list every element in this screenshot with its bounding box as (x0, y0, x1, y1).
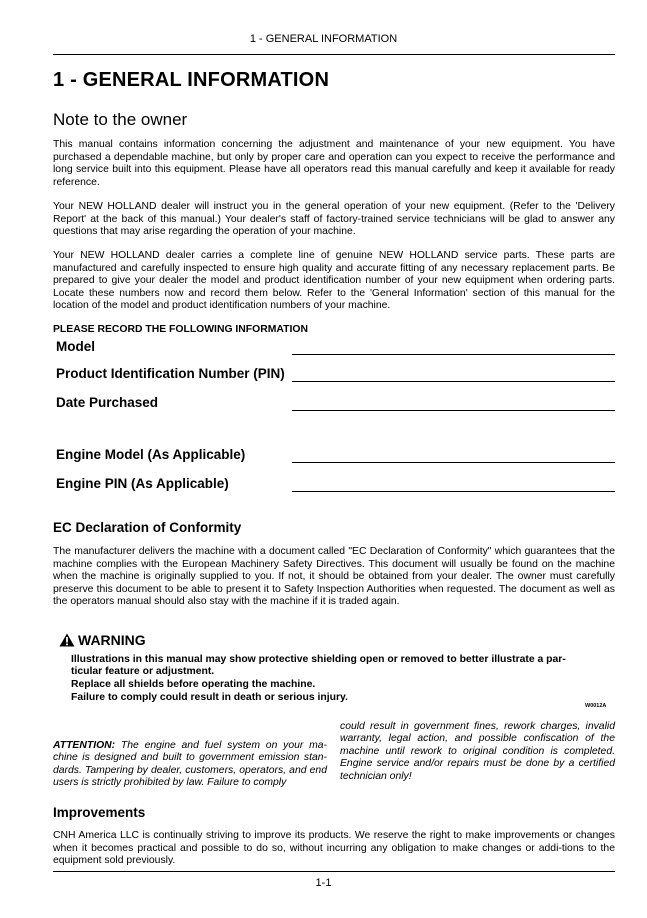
attention-text-left: The engine and fuel system on your ma-chine is designed and built to government emission stan-dards. Tampering by dealer, customers, operators, and end users is strictly prohibited by law. Failure to comply (53, 740, 327, 789)
warning-code: W0012A (585, 703, 607, 709)
attention-left-column (53, 740, 327, 790)
header-rule (53, 54, 615, 55)
warning-heading (59, 632, 146, 648)
note-paragraph-1: This manual contains information concerning the adjustment and maintenance of your new equipment. You have purchased a dependable machine, but only by proper care and operation can you expect to receive the performance and long service built into this equipment. Please have all operators read this manual carefully and keep it available for ready reference. (53, 139, 615, 188)
record-field-engine-pin: Engine PIN (As Applicable) (56, 476, 229, 491)
record-line-date (292, 410, 615, 411)
warning-line-4: Failure to comply could result in death or serious injury. (71, 692, 348, 703)
record-heading: PLEASE RECORD THE FOLLOWING INFORMATION (53, 324, 308, 335)
attention-label: ATTENTION: (53, 740, 116, 751)
record-field-model: Model (56, 339, 95, 354)
warning-line-1: Illustrations in this manual may show protective shielding open or removed to better illustrate a par- (71, 654, 566, 665)
warning-line-2: ticular feature or adjustment. (71, 666, 215, 677)
note-paragraph-3: Your NEW HOLLAND dealer carries a complete line of genuine NEW HOLLAND service parts. These parts are manufactured and carefully inspected to ensure high quality and accurate fitting of any necessary replacement parts. Be prepared to give your dealer the model and product identification number of your new equipment when ordering parts. Locate these numbers now and record them below. Refer to the 'General Information' section of this manual for the location of the model and product identification numbers of your machine. (53, 250, 615, 312)
footer-rule (53, 871, 615, 872)
attention-right-column: could result in government fines, rework charges, invalid warranty, legal action, and possible confiscation of the machine until rework to original condition is completed. Engine service and/or repairs must be done by a certified technician only! (340, 721, 615, 782)
note-paragraph-2: Your NEW HOLLAND dealer will instruct you in the general operation of your new equipment. (Refer to the 'Delivery Report' at the back of this manual.) Your dealer's staff of factory-trained service technicians will be glad to answer any questions that may arise regarding the operation of your machine. (53, 201, 615, 238)
record-field-engine-model: Engine Model (As Applicable) (56, 447, 246, 462)
record-field-date: Date Purchased (56, 395, 159, 410)
ec-text: The manufacturer delivers the machine with a document called "EC Declaration of Conformity" which guarantees that the machine complies with the European Machinery Safety Directives. This document will usually be found on the machine when the machine is originally supplied to you. If not, it should be obtained from your dealer. The owner must carefully preserve this document to be able to present it to Safety Inspection Authorities when requested. The document as well as the operators manual should also stay with the machine if it is traded again. (53, 546, 615, 608)
page-number: 1-1 (315, 877, 332, 889)
record-field-pin: Product Identification Number (PIN) (56, 366, 285, 381)
note-title: Note to the owner (53, 110, 188, 129)
record-line-model (292, 354, 615, 355)
ec-title: EC Declaration of Conformity (53, 520, 242, 535)
improvements-text: CNH America LLC is continually striving to improve its products. We reserve the right to make improvements or changes when it becomes practical and possible to do so, without incurring any obligation to make changes or addi-tions to the equipment sold previously. (53, 830, 615, 867)
improvements-title: Improvements (53, 805, 146, 820)
warning-triangle-icon (59, 633, 75, 647)
chapter-title: 1 - GENERAL INFORMATION (53, 69, 330, 91)
warning-label: WARNING (78, 632, 146, 648)
record-line-engine-model (292, 462, 615, 463)
warning-line-3: Replace all shields before operating the machine. (71, 679, 316, 690)
record-line-pin (292, 381, 615, 382)
running-header: 1 - GENERAL INFORMATION (249, 33, 398, 45)
record-line-engine-pin (292, 491, 615, 492)
